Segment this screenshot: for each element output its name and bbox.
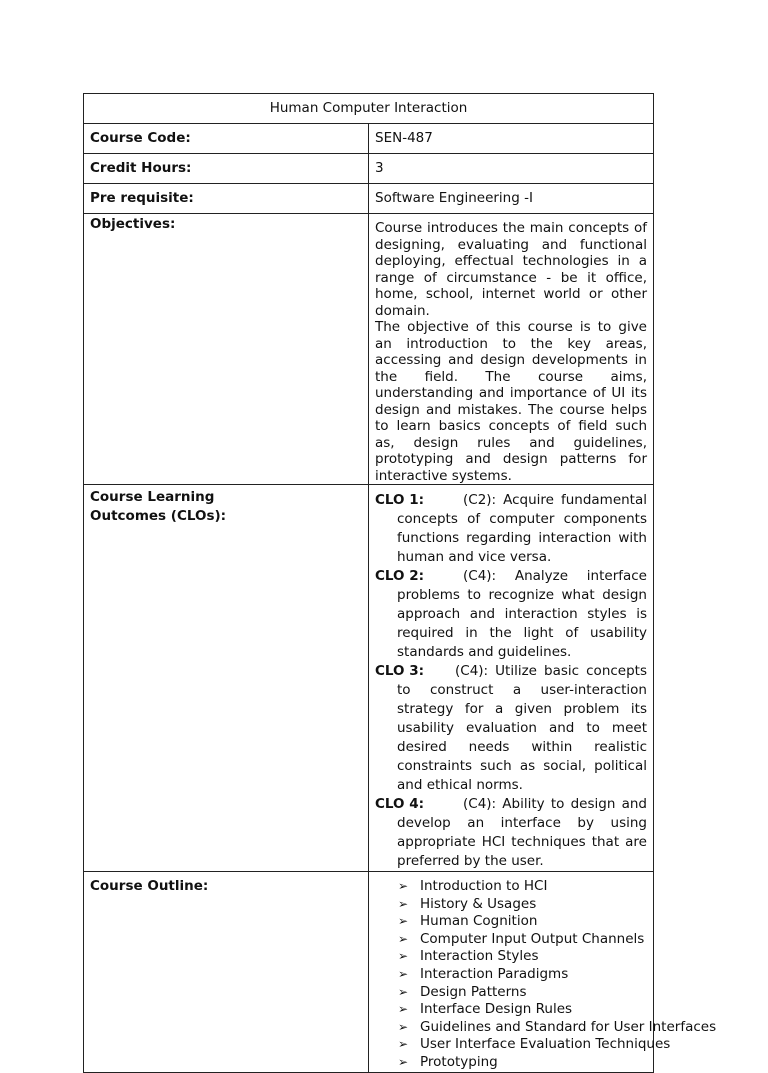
clo-text: (C4): Ability to design and develop an interface by using appropriate HCI techniques that are preferred by the user. [397,796,647,869]
course-code-value: SEN-487 [369,124,654,154]
credit-hours-row [84,154,654,184]
arrow-bullet-icon: ➢ [398,931,409,946]
outline-label: Course Outline: [84,872,369,1073]
arrow-bullet-icon: ➢ [398,896,409,911]
prerequisite-value: Software Engineering -I [369,184,654,214]
clos-label-line1: Course Learning [90,489,215,505]
outline-item-text: Interaction Paradigms [420,965,569,982]
clo-head: CLO 2: [375,568,424,584]
outline-row [84,872,654,1073]
arrow-bullet-icon: ➢ [398,949,409,964]
outline-item-text: Prototyping [420,1053,498,1070]
outline-item-text: Computer Input Output Channels [420,930,645,947]
outline-item-text: User Interface Evaluation Techniques [420,1036,671,1053]
clo-head: CLO 1: [375,492,424,508]
arrow-bullet-icon: ➢ [398,1002,409,1017]
outline-item-text: Design Patterns [420,983,527,1000]
clo-item [375,662,647,795]
arrow-bullet-icon: ➢ [398,879,409,893]
clo-item [375,491,647,567]
outline-item-text: Introduction to HCI [420,878,548,894]
arrow-bullet-icon: ➢ [398,914,409,929]
outline-item [398,966,647,984]
arrow-bullet-icon: ➢ [398,1054,409,1069]
objectives-label: Objectives: [84,214,369,485]
course-code-row [84,124,654,154]
clos-label-line2: Outcomes (CLOs): [90,508,227,524]
clo-item [375,567,647,662]
credit-hours-label: Credit Hours: [84,154,369,184]
outline-item [398,984,647,1002]
outline-item [398,1036,671,1054]
clos-label [84,485,369,872]
clos-list [369,485,654,872]
clo-item [375,795,647,871]
clo-head: CLO 4: [375,796,424,812]
outline-cell [369,872,717,1073]
prerequisite-label: Pre requisite: [84,184,369,214]
arrow-bullet-icon: ➢ [398,1037,409,1052]
outline-item-text: Human Cognition [420,913,538,930]
clo-text: (C2): Acquire fundamental concepts of computer components functions regarding interaction with human and vice versa. [397,492,647,565]
arrow-bullet-icon: ➢ [398,984,409,999]
outline-item [398,878,647,896]
prerequisite-row [84,184,654,214]
clo-text: (C4): Analyze interface problems to recognize what design approach and interaction styles is required in the light of usability standards and guidelines. [397,568,647,660]
course-table [83,93,717,1073]
arrow-bullet-icon: ➢ [398,966,409,981]
credit-hours-value: 3 [369,154,654,184]
outline-item-text: Interface Design Rules [420,1001,573,1018]
course-title: Human Computer Interaction [84,94,654,124]
clo-text: (C4): Utilize basic concepts to construct a user-interaction strategy for a given problem its usability evaluation and to meet desired needs within realistic constraints such as social, political and ethical norms. [397,663,647,793]
outline-item [398,1054,647,1072]
outline-item [398,913,647,931]
outline-list [375,878,717,1072]
course-code-label: Course Code: [84,124,369,154]
outline-item [398,931,647,949]
clo-head: CLO 3: [375,663,424,679]
objectives-row [84,214,654,485]
outline-item-text: History & Usages [420,895,537,912]
outline-item [398,896,647,914]
outline-item-text: Guidelines and Standard for User Interfaces [420,1018,717,1035]
arrow-bullet-icon: ➢ [398,1019,409,1034]
outline-item [398,948,647,966]
objectives-paragraph: The objective of this course is to give an introduction to the key areas, accessing and design developments in the field. The course aims, understanding and importance of UI its design and mistakes. The course helps to learn basics concepts of field such as, design rules and guidelines, prototyping and design patterns for interactive systems. [375,319,647,484]
outline-item [398,1001,647,1019]
objectives-text [369,214,654,485]
objectives-paragraph: Course introduces the main concepts of designing, evaluating and functional deploying, effectual technologies in a range of circumstance - be it office, home, school, internet world or other domain. [375,220,647,319]
outline-item [398,1018,717,1037]
title-row [84,94,654,124]
outline-item-text: Interaction Styles [420,948,539,965]
clos-row [84,485,654,872]
